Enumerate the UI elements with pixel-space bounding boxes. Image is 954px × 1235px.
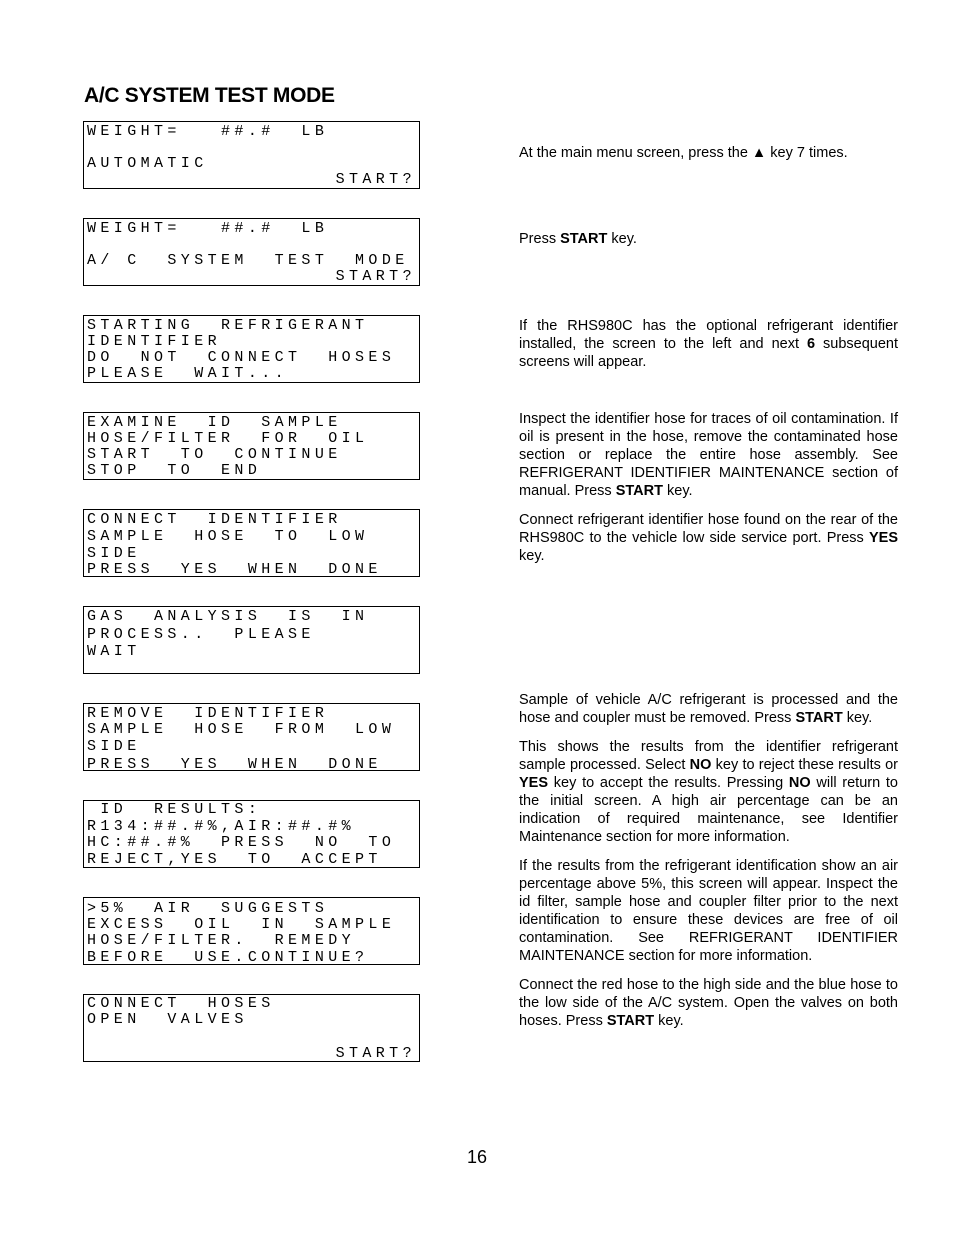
lcd-line: HC:##.#% PRESS NO TO xyxy=(87,834,396,851)
instruction-inspect-hose xyxy=(519,410,898,565)
key-name: START xyxy=(560,231,608,247)
lcd-screen-ac-test-mode xyxy=(83,218,420,286)
lcd-screen-automatic-start xyxy=(83,121,420,189)
lcd-line xyxy=(87,236,416,253)
lcd-line: EXAMINE ID SAMPLE xyxy=(87,414,342,431)
lcd-screen-connect-hoses xyxy=(83,994,420,1062)
lcd-line: PRESS YES WHEN DONE xyxy=(87,561,382,578)
instruction-text: At the main menu screen, press the xyxy=(519,145,752,161)
lcd-line: PROCESS.. PLEASE xyxy=(87,626,315,643)
lcd-line: WEIGHT= ##.# LB xyxy=(87,123,329,140)
instruction-text: This shows the results from the identifier refrigerant sample processed. Select xyxy=(519,739,898,773)
lcd-screen-id-results xyxy=(83,800,420,868)
lcd-line: REMOVE IDENTIFIER xyxy=(87,705,329,722)
lcd-line: IDENTIFIER xyxy=(87,333,222,350)
instruction-text: Connect refrigerant identifier hose found on the rear of the RHS980C to the vehicle low side service port. Press xyxy=(519,512,898,546)
instruction-press-start xyxy=(519,230,898,248)
lcd-line: SAMPLE HOSE FROM LOW xyxy=(87,721,396,738)
lcd-screen-air-warning xyxy=(83,897,420,965)
lcd-line: OPEN VALVES xyxy=(87,1011,248,1028)
lcd-line: STOP TO END xyxy=(87,462,262,479)
lcd-line: SIDE xyxy=(87,545,141,562)
instruction-text: key. xyxy=(607,231,637,247)
lcd-line: WEIGHT= ##.# LB xyxy=(87,220,329,237)
instruction-text: key 7 times. xyxy=(766,145,848,161)
key-name: START xyxy=(615,483,663,499)
key-name: YES xyxy=(868,530,898,546)
page-title: A/C SYSTEM TEST MODE xyxy=(84,84,335,107)
lcd-line: A/ C SYSTEM TEST MODE xyxy=(87,252,409,269)
lcd-line: START? xyxy=(335,171,416,188)
instruction-text: If the results from the refrigerant identification show an air percentage above 5%, this screen will appear. Inspect the id filter, sample hose and coupler filter prior to the next identification to ensure these devices are free of oil contamination. See REFRIGERANT IDENTIFIER MAINTENANCE section for more information. xyxy=(519,858,898,964)
lcd-line: >5% AIR SUGGESTS xyxy=(87,900,329,917)
instruction-text: Sample of vehicle A/C refrigerant is processed and the hose and coupler must be removed. Press xyxy=(519,692,898,726)
lcd-line: START? xyxy=(335,1045,416,1062)
lcd-line: HOSE/FILTER FOR OIL xyxy=(87,430,369,447)
lcd-line: DO NOT CONNECT HOSES xyxy=(87,349,396,366)
instruction-text: key to accept the results. Pressing xyxy=(548,775,789,791)
lcd-line: R134:##.#%,AIR:##.#% xyxy=(87,818,356,835)
lcd-line: REJECT,YES TO ACCEPT xyxy=(87,851,382,868)
key-name: START xyxy=(606,1013,655,1029)
instruction-text: will return to the initial screen. A high air percentage can be an indication of required maintenance, see Identifier Maintenance section for more information. xyxy=(519,775,898,845)
lcd-screen-examine-sample xyxy=(83,412,420,480)
lcd-screen-remove-identifier xyxy=(83,703,420,771)
key-name: START xyxy=(795,710,843,726)
page-number: 16 xyxy=(466,1147,488,1167)
lcd-screen-connect-identifier xyxy=(83,509,420,577)
instruction-text: If the RHS980C has the optional refrigerant identifier installed, the screen to the left and next xyxy=(519,318,898,352)
lcd-line: SAMPLE HOSE TO LOW xyxy=(87,528,369,545)
lcd-line xyxy=(87,139,416,156)
lcd-line: WAIT xyxy=(87,643,141,660)
lcd-line: PRESS YES WHEN DONE xyxy=(87,756,382,773)
instruction-text: Press xyxy=(519,231,561,247)
instruction-text: key. xyxy=(662,483,693,499)
key-name: YES xyxy=(519,775,549,791)
lcd-screen-gas-analysis xyxy=(83,606,420,674)
instruction-main-menu xyxy=(519,144,898,162)
instruction-text: key. xyxy=(842,710,873,726)
lcd-line: EXCESS OIL IN SAMPLE xyxy=(87,916,396,933)
screen-count: 6 xyxy=(806,336,816,352)
key-name: NO xyxy=(689,757,712,773)
lcd-line: SIDE xyxy=(87,738,141,755)
lcd-line xyxy=(87,1028,416,1045)
instruction-text: subsequent screens will appear. xyxy=(519,336,898,370)
lcd-line: CONNECT IDENTIFIER xyxy=(87,511,342,528)
lcd-line: PLEASE WAIT... xyxy=(87,365,289,382)
instruction-identifier-installed xyxy=(519,317,898,371)
instruction-text: key to reject these results or xyxy=(711,757,898,773)
lcd-line: CONNECT HOSES xyxy=(87,995,275,1012)
lcd-line: GAS ANALYSIS IS IN xyxy=(87,608,369,625)
instruction-text: key. xyxy=(519,548,545,564)
lcd-line: BEFORE USE.CONTINUE? xyxy=(87,949,369,966)
instruction-text: Connect the red hose to the high side and the blue hose to the low side of the A/C system. Open the valves on both hoses. Press xyxy=(519,977,898,1029)
lcd-line xyxy=(87,659,416,676)
lcd-line: START TO CONTINUE xyxy=(87,446,342,463)
lcd-line: STARTING REFRIGERANT xyxy=(87,317,369,334)
instruction-text: Inspect the identifier hose for traces of oil contamination. If oil is present in the hose, remove the contaminated hose section or replace the entire hose assembly. See REFRIGERANT IDENTIFIER MAINTENANCE section of manual. Press xyxy=(519,411,898,499)
lcd-line: START? xyxy=(335,268,416,285)
instruction-sample-processed xyxy=(519,691,898,1030)
lcd-line: ID RESULTS: xyxy=(87,801,262,818)
lcd-line: AUTOMATIC xyxy=(87,155,208,172)
lcd-line: HOSE/FILTER. REMEDY xyxy=(87,932,356,949)
key-name: NO xyxy=(788,775,811,791)
instruction-text: key. xyxy=(654,1013,684,1029)
up-arrow-icon: ▲ xyxy=(751,145,767,161)
lcd-screen-starting-identifier xyxy=(83,315,420,383)
